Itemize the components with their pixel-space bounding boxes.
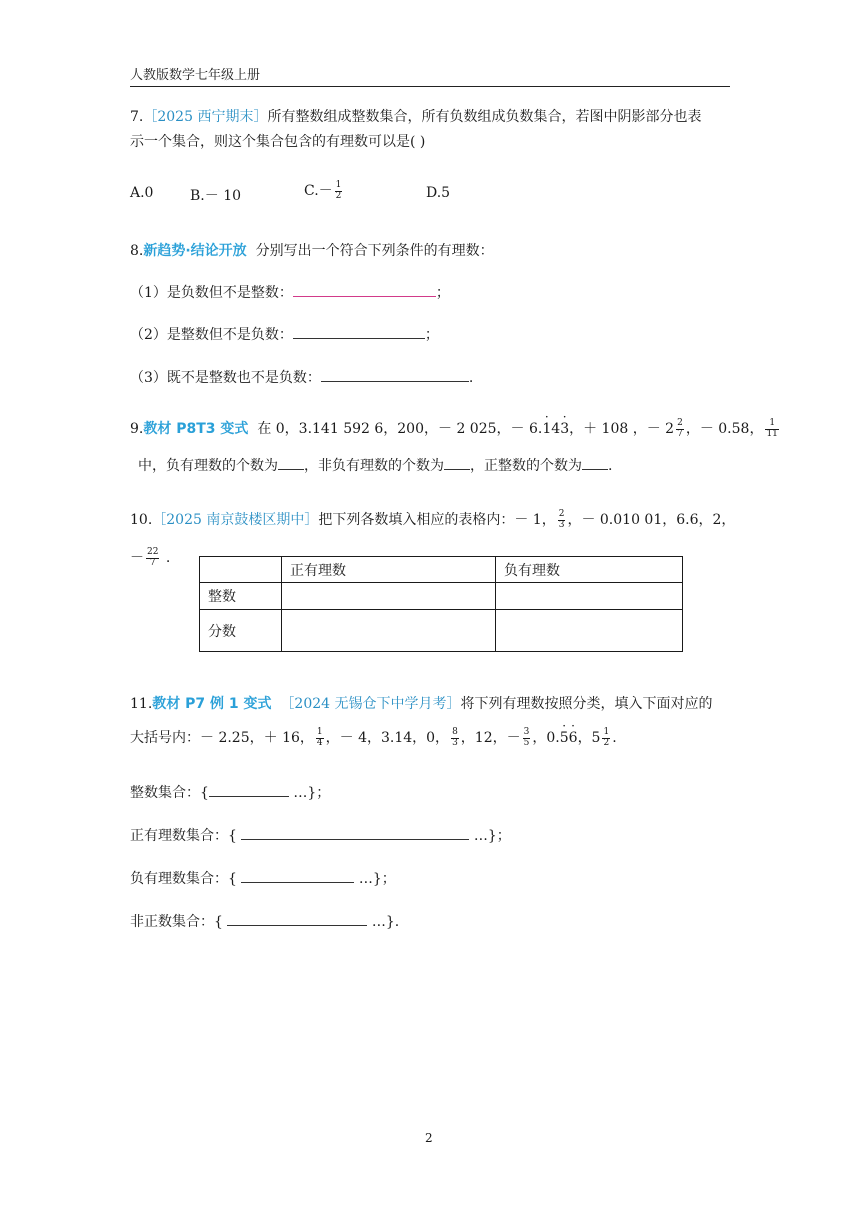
answer-blank[interactable]	[241, 870, 354, 883]
table-row-label: 分数	[200, 610, 282, 652]
question-11-line-1: 11.教材 P7 例 1 变式 ［2024 无锡仓下中学月考］将下列有理数按照分类，填入下面对应的	[130, 696, 713, 712]
question-11-line-2: 大括号内：－ 2.25，＋ 16， $\frac{1}{4}$ ，－ 4，3.14，0， $\frac{8}{3}$ ，12，－ $\frac{3}{5}$ ，0.· 5· 6，5 $\frac{1}{2}$ .	[130, 727, 617, 748]
question-8-item-1: （1）是负数但不是整数： ；	[130, 285, 450, 301]
set-positive-rationals: 正有理数集合：{ …}；	[130, 828, 511, 844]
table-header-cell: 负有理数	[496, 557, 683, 583]
option-b: B.－ 10	[190, 188, 242, 204]
fraction: $\frac{2}{7}$	[677, 418, 683, 439]
table-answer-cell[interactable]	[496, 583, 683, 610]
fraction: $\frac{3}{5}$	[523, 727, 530, 748]
table-answer-cell[interactable]	[282, 610, 496, 652]
answer-blank[interactable]	[241, 827, 469, 840]
answer-blank[interactable]	[209, 784, 289, 797]
fraction: $\frac{1}{4}$	[316, 727, 323, 748]
set-non-positive: 非正数集合：{ …}.	[130, 914, 400, 930]
question-number: 8.	[130, 243, 144, 259]
table-row-label: 整数	[200, 583, 282, 610]
textbook-tag: 教材 P7 例 1 变式	[152, 696, 272, 712]
source-tag: ［2025 南京鼓楼区期中］	[152, 512, 319, 528]
question-number: 7.	[130, 109, 144, 125]
fraction: $\frac{2}{3}$	[558, 509, 565, 530]
question-number: 10.	[130, 512, 153, 528]
question-7-line-1	[130, 106, 701, 126]
repeating-digit: · 3	[560, 421, 569, 437]
fraction: $\frac{8}{3}$	[452, 727, 458, 748]
trend-tag: 新趋势·结论开放	[143, 243, 247, 259]
question-8-stem: 8.新趋势·结论开放 分别写出一个符合下列条件的有理数：	[130, 243, 494, 259]
answer-blank[interactable]	[321, 369, 469, 382]
answer-blank[interactable]	[444, 457, 470, 470]
header-divider	[130, 86, 730, 87]
source-tag: ［2025 西宁期末］	[143, 109, 268, 125]
repeating-digit: · 6	[569, 730, 578, 746]
fraction: $\frac{1}{2}$	[335, 180, 342, 201]
repeating-digit: · 5	[560, 730, 569, 746]
table-header-cell	[200, 557, 282, 583]
option-d: D.5	[426, 185, 451, 201]
question-8-item-2: （2）是整数但不是负数： ；	[130, 327, 439, 343]
page-number: 2	[425, 1131, 433, 1145]
question-10-line-1: 10.［2025 南京鼓楼区期中］把下列各数填入相应的表格内：－ 1， $\frac{2}{3}$ ，－ 0.010 01，6.6，2，	[130, 509, 736, 530]
fraction: $\frac{1}{11}$	[766, 418, 778, 439]
question-10-line-2: － $\frac{22}{7}$ .	[130, 547, 171, 568]
option-c: C.－ $\frac{1}{2}$	[304, 180, 342, 201]
table-answer-cell[interactable]	[496, 610, 683, 652]
answer-blank[interactable]	[227, 913, 367, 926]
classification-table	[199, 556, 683, 652]
textbook-tag: 教材 P8T3 变式	[143, 421, 249, 437]
answer-blank[interactable]	[293, 326, 425, 339]
page-header-title: 人教版数学七年级上册	[130, 68, 261, 83]
question-8-item-3: （3）既不是整数也不是负数： .	[130, 370, 474, 386]
set-negative-rationals: 负有理数集合：{ …}；	[130, 871, 396, 887]
answer-blank[interactable]	[293, 284, 436, 297]
fraction: $\frac{1}{2}$	[603, 727, 610, 748]
table-answer-cell[interactable]	[282, 583, 496, 610]
answer-blank[interactable]	[278, 457, 304, 470]
answer-blank[interactable]	[582, 457, 608, 470]
question-9-line-1: 9.教材 P8T3 变式 在 0，3.141 592 6，200，－ 2 025，－ 6.· 14· 3，＋ 108 ，－ 2 $\frac{2}{7}$ ，－ 0.58， $\frac{1}{11}$	[130, 418, 781, 439]
table-header-cell: 正有理数	[282, 557, 496, 583]
set-integers: 整数集合：{ …}；	[130, 785, 331, 801]
question-9-line-2: 中，负有理数的个数为 ，非负有理数的个数为 ，正整数的个数为 .	[138, 458, 613, 474]
question-number: 9.	[130, 421, 144, 437]
fraction: $\frac{22}{7}$	[147, 547, 159, 568]
repeating-digit: · 1	[542, 421, 551, 437]
question-number: 11.	[130, 696, 153, 712]
question-7-line-2: 示一个集合，则这个集合包含的有理数可以是( )	[130, 134, 426, 150]
source-tag: ［2024 无锡仓下中学月考］	[280, 696, 461, 712]
option-a: A.0	[130, 185, 154, 201]
question-text: 所有整数组成整数集合，所有负数组成负数集合，若图中阴影部分也表	[267, 109, 702, 125]
